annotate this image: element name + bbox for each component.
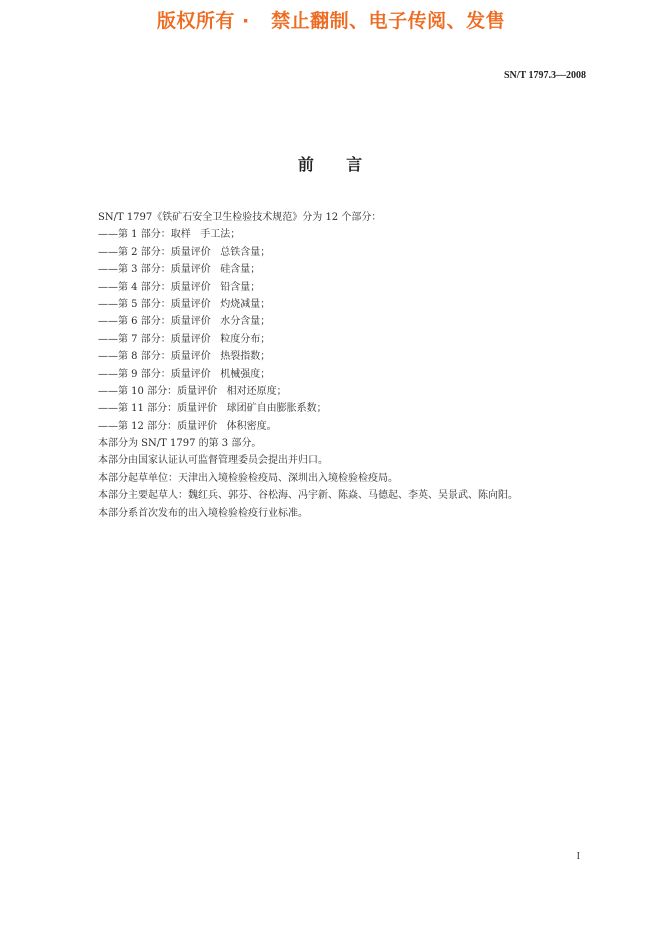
part-list-item: ——第 8 部分：质量评价 热裂指数； — [98, 351, 271, 363]
part-list-item: ——第 2 部分：质量评价 总铁含量； — [98, 246, 271, 258]
proposer-statement: 本部分由国家认证认可监督管理委员会提出并归口。 — [98, 455, 328, 467]
drafting-units: 本部分起草单位：天津出入境检验检疫局、深圳出入境检验检疫局。 — [98, 472, 398, 484]
first-issue-statement: 本部分系首次发布的出入境检验检疫行业标准。 — [98, 507, 308, 519]
standard-code: SN/T 1797.3—2008 — [503, 70, 586, 81]
part-list-item: ——第 5 部分：质量评价 灼烧减量； — [98, 298, 271, 310]
part-list-item: ——第 10 部分：质量评价 相对还原度； — [98, 385, 287, 397]
part-list-item: ——第 12 部分：质量评价 体积密度。 — [98, 420, 277, 432]
part-list-item: ——第 11 部分：质量评价 球团矿自由膨胀系数； — [98, 403, 327, 415]
foreword-intro: SN/T 1797《铁矿石安全卫生检验技术规范》分为 12 个部分： — [98, 212, 382, 223]
part-list-item: ——第 9 部分：质量评价 机械强度； — [98, 368, 271, 380]
page-title: 前 言 — [297, 155, 365, 174]
part-list-item: ——第 1 部分：取样 手工法； — [98, 229, 241, 241]
copyright-watermark: 版权所有 · 禁止翻制、电子传阅、发售 — [156, 10, 506, 32]
part-list-item: ——第 6 部分：质量评价 水分含量； — [98, 316, 271, 328]
page-number: I — [576, 851, 580, 862]
part-list-item: ——第 7 部分：质量评价 粒度分布； — [98, 333, 271, 345]
foreword-body — [98, 209, 578, 522]
drafters: 本部分主要起草人：魏红兵、郭芬、谷松海、冯宇新、陈焱、马德起、李英、吴景武、陈向阳。 — [98, 490, 518, 502]
part-statement: 本部分为 SN/T 1797 的第 3 部分。 — [98, 438, 262, 450]
part-list-item: ——第 4 部分：质量评价 铅含量； — [98, 281, 261, 293]
part-list-item: ——第 3 部分：质量评价 硅含量； — [98, 264, 261, 276]
